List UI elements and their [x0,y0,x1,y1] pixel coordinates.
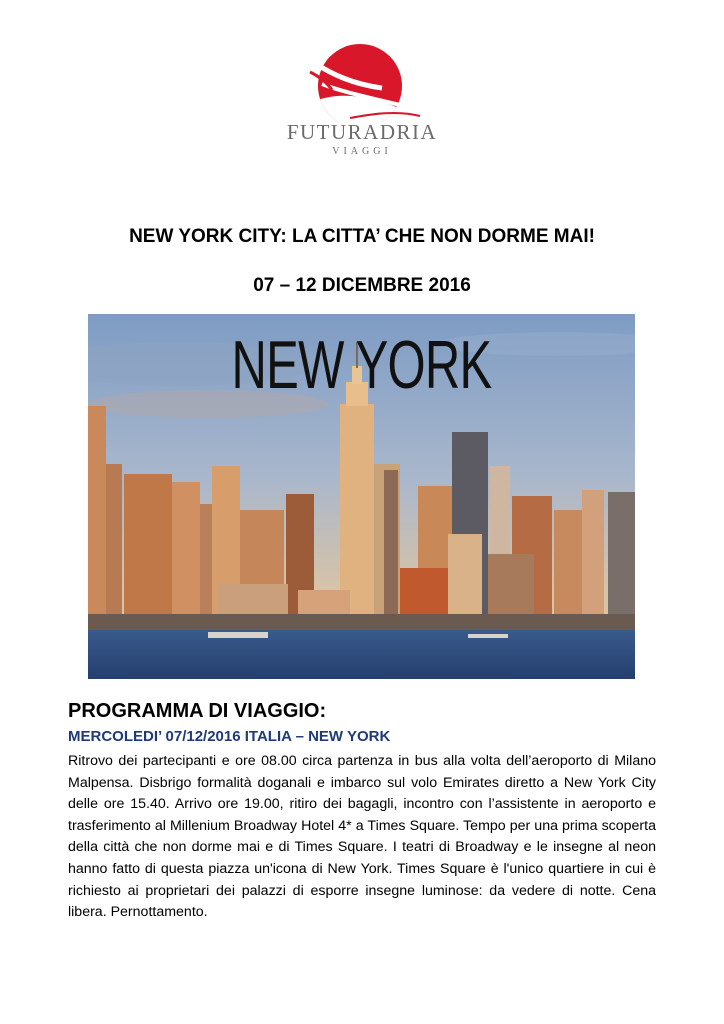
logo-sun-icon [302,44,422,122]
document-title: NEW YORK CITY: LA CITTA’ CHE NON DORME MAI! [129,226,595,247]
hero-overlay-title: NEW YORK [231,327,492,403]
new-york-skyline-image [88,314,635,679]
trip-dates: 07 – 12 DICEMBRE 2016 [253,275,471,296]
day-description: Ritrovo dei partecipanti e ore 08.00 circa partenza in bus alla volta dell’aeroporto di Milano Malpensa. Disbrigo formalità doganali e imbarco sul volo Emirates diretto a New York City delle ore 15.40. Arrivo ore 19.00, ritiro dei bagagli, incontro con l’assistente in aeroporto e trasferimento al Millenium Broadway Hotel 4* a Times Square. Tempo per una prima scoperta della città che non dorme mai e di Times Square. I teatri di Broadway e le insegne al neon hanno fatto di questa piazza un'icona di New York. Times Square è l'unico quartiere in cui è richiesto ai proprietari dei palazzi di esporre insegne luminose: da vedere di notte. Cena libera. Pernottamento. [68,753,656,921]
logo-brand-name: FUTURADRIA [286,120,438,144]
program-heading: PROGRAMMA DI VIAGGIO: [68,700,327,722]
day-title: MERCOLEDI’ 07/12/2016 ITALIA – NEW YORK [68,728,391,745]
logo-brand-sub: VIAGGI [332,146,392,157]
futuradria-logo [262,44,462,164]
